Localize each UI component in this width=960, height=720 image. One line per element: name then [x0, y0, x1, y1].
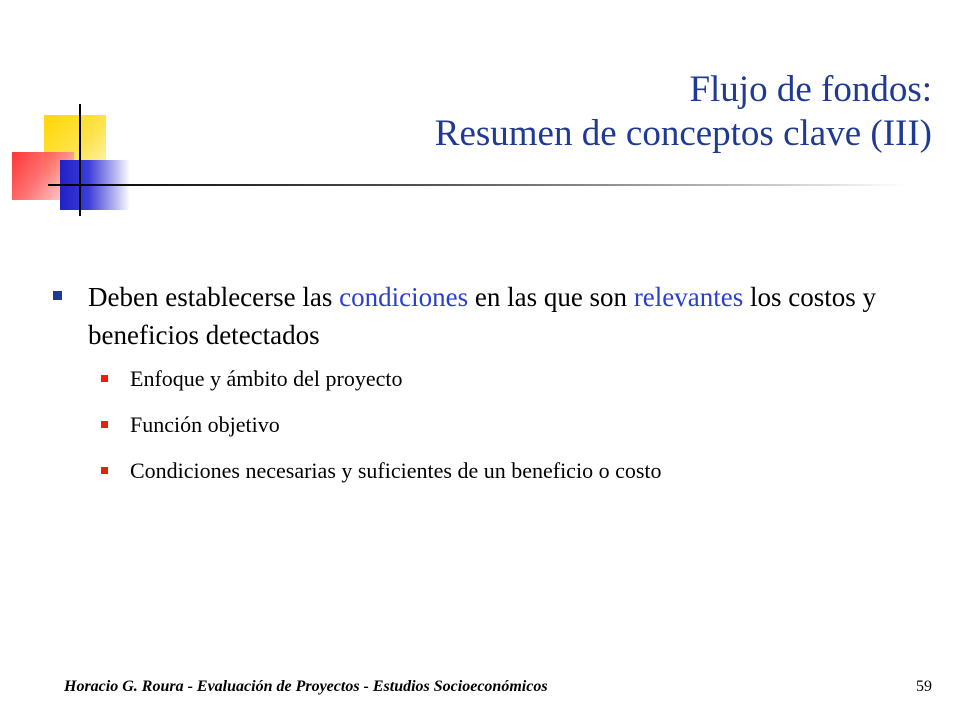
title-line-1: Flujo de fondos: [689, 69, 932, 110]
title-line-2: Resumen de conceptos clave (III) [434, 113, 932, 154]
main-bullet [50, 278, 930, 354]
logo-vertical-line [79, 104, 81, 216]
square-bullet-icon [101, 421, 108, 428]
main-bullet-text-2: en las que son [468, 282, 634, 312]
square-bullet-icon [53, 291, 62, 300]
sub-bullet-item [50, 410, 930, 440]
square-bullet-icon [101, 467, 108, 474]
slide-title [435, 68, 932, 156]
main-bullet-highlight-1: condiciones [339, 282, 469, 312]
page-number: 59 [916, 678, 932, 695]
sub-bullet-list [50, 364, 930, 486]
slide-content [50, 278, 930, 502]
sub-bullet-item [50, 364, 930, 394]
sub-bullet-text: Enfoque y ámbito del proyecto [130, 366, 403, 391]
title-underline [48, 184, 908, 186]
sub-bullet-text: Condiciones necesarias y suficientes de un beneficio o costo [130, 458, 662, 483]
sub-bullet-text: Función objetivo [130, 412, 280, 437]
footer-author: Horacio G. Roura - Evaluación de Proyectos - Estudios Socioeconómicos [64, 678, 548, 695]
square-bullet-icon [101, 375, 108, 382]
main-bullet-text-1: Deben establecerse las [88, 282, 340, 312]
main-bullet-text-3: los costos y beneficios detectados [88, 282, 877, 350]
main-bullet-highlight-2: relevantes [633, 282, 744, 312]
sub-bullet-item [50, 456, 930, 486]
